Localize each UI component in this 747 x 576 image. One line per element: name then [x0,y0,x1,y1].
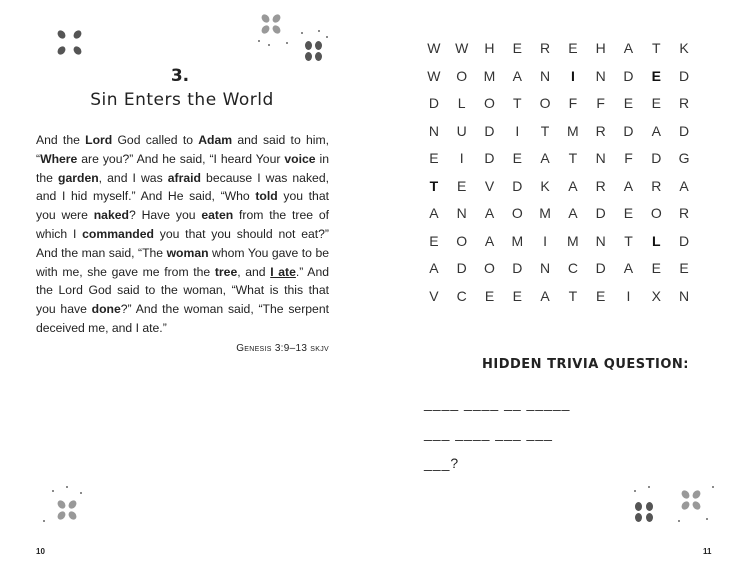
grid-letter: M [567,232,579,249]
grid-letter: D [456,260,467,276]
emphasized-word: commanded [82,226,154,241]
blank-line-1: ____ ____ __ _____ [424,395,571,411]
blank-line-2: ___ ____ ___ ___ [424,425,553,441]
grid-letter: C [567,260,578,276]
grid-letter: O [539,95,551,111]
grid-letter: F [568,95,578,111]
grid-letter: F [596,95,605,111]
passage-text: because I was naked, and I hid myself.” And He said, “Who [36,170,329,204]
grid-letter: A [484,205,495,221]
scripture-block [36,131,329,355]
grid-letter: W [427,40,441,56]
grid-letter: E [429,150,439,166]
emphasized-word: afraid [167,170,201,185]
grid-letter: O [650,205,662,221]
grid-row [420,178,698,206]
grid-letter: D [651,150,662,166]
decoration-top-left [54,28,86,60]
grid-letter: W [455,40,469,56]
grid-letter: T [513,95,522,111]
reference-text: Genesis 3:9–13 skjv [236,342,329,354]
grid-letter: H [484,40,495,56]
grid-letter: A [512,67,522,84]
grid-letter: D [679,232,690,249]
decoration-top-center [256,14,336,64]
grid-letter: N [456,205,467,221]
emphasized-word: eaten [201,208,234,223]
word-search-grid [420,40,698,315]
grid-letter: M [483,67,496,84]
grid-letter: N [540,67,551,84]
grid-letter: D [484,150,495,166]
grid-letter: F [624,150,633,166]
grid-letter: D [595,205,606,221]
grid-letter: T [568,150,578,166]
emphasized-word: woman [166,245,209,260]
passage-text: God called to [112,133,199,147]
passage-text: you that you were [36,189,329,223]
grid-row [420,68,698,96]
scripture-reference [36,342,329,355]
passage-text: in the [36,151,329,185]
emphasized-word: I ate [270,264,296,279]
scripture-passage [36,131,329,338]
emphasized-word: tree [214,264,238,279]
grid-letter: L [457,95,466,111]
grid-letter: D [512,260,523,276]
emphasized-word: done [91,302,121,317]
grid-letter: A [623,260,634,276]
grid-letter: E [568,40,578,56]
trivia-title: HIDDEN TRIVIA QUESTION: [482,357,689,372]
grid-letter: A [429,260,439,276]
grid-letter: R [679,95,690,111]
emphasized-word: Where [40,151,78,166]
grid-letter: H [595,40,606,56]
grid-letter: N [595,67,606,84]
blank-line-3: ___? [424,455,460,471]
grid-letter: A [679,177,689,194]
decoration-bottom-left [40,484,90,529]
grid-letter: M [511,232,524,249]
grid-letter: K [540,177,550,194]
grid-letter: M [567,122,579,139]
decoration-bottom-right [628,484,718,529]
grid-letter: E [651,95,661,111]
grid-letter: R [595,177,606,194]
grid-letter: V [484,177,495,194]
grid-letter: L [651,232,661,249]
passage-text: you that you should not eat?” And the man said, “The [36,226,329,260]
grid-letter: D [595,260,606,276]
grid-letter: E [512,40,522,56]
grid-letter: G [678,150,690,166]
grid-letter: E [484,287,495,304]
grid-letter: O [456,67,468,84]
grid-letter: T [429,177,439,194]
grid-letter: I [570,67,575,84]
grid-letter: W [427,67,441,84]
grid-letter: A [568,177,578,194]
passage-text: and said to him, “ [36,133,329,166]
grid-row [420,95,698,123]
grid-letter: R [595,122,606,139]
grid-letter: O [484,95,495,111]
passage-text: , and [237,264,271,279]
grid-letter: O [456,232,468,249]
grid-letter: E [651,260,661,276]
grid-letter: I [543,232,548,249]
grid-letter: A [623,177,634,194]
grid-letter: E [512,150,522,166]
emphasized-word: voice [284,151,316,166]
grid-letter: D [623,122,634,139]
chapter-number: 3. [170,66,190,86]
grid-row [420,288,698,316]
grid-letter: T [624,232,633,249]
grid-letter: N [540,260,551,276]
emphasized-word: naked [93,208,129,223]
grid-letter: E [596,287,606,304]
grid-letter: R [651,177,662,194]
grid-letter: I [459,150,464,166]
page-number-right: 11 [703,547,712,556]
passage-text: ?” And the woman said, “The serpent deceived me, and I ate.” [36,302,329,335]
grid-letter: C [456,287,467,304]
passage-text: are you?” And he said, “I heard Your [77,151,285,166]
grid-letter: D [512,177,523,194]
emphasized-word: Adam [198,133,233,147]
emphasized-word: garden [58,170,99,185]
grid-letter: D [484,122,495,139]
grid-row [420,150,698,178]
grid-letter: N [428,122,439,139]
passage-text: , and I was [98,170,168,185]
passage-text: whom You gave to be with me, she gave me from the [36,245,329,279]
grid-letter: D [679,122,690,139]
grid-letter: A [429,205,439,221]
grid-letter: K [679,40,689,56]
grid-letter: O [511,205,523,221]
grid-letter: E [623,205,634,221]
grid-letter: N [595,150,606,166]
grid-letter: D [623,67,634,84]
grid-row [420,260,698,288]
passage-text: And the [36,133,86,147]
emphasized-word: told [255,189,278,204]
grid-letter: M [539,205,551,221]
grid-letter: V [429,287,439,304]
grid-letter: A [568,205,578,221]
grid-row [420,40,698,68]
grid-letter: U [456,122,467,139]
grid-letter: A [623,40,634,56]
grid-letter: E [623,95,634,111]
grid-letter: A [484,232,495,249]
grid-letter: I [626,287,631,304]
passage-text: .” And the Lord God said to the woman, “What is this that you have [36,264,329,317]
grid-letter: T [651,40,661,56]
grid-row [420,233,698,261]
chapter-title: Sin Enters the World [90,90,274,110]
grid-letter: E [679,260,689,276]
grid-letter: A [651,122,661,139]
grid-letter: E [457,177,467,194]
grid-letter: E [512,287,522,304]
passage-text: from the tree of which I [36,208,329,241]
grid-letter: R [540,40,551,56]
grid-letter: E [429,232,439,249]
passage-text: ? Have you [128,208,202,223]
grid-row [420,205,698,233]
grid-letter: X [651,287,661,304]
grid-letter: O [484,260,495,276]
page-number-left: 10 [36,547,45,556]
grid-letter: N [679,287,690,304]
grid-letter: D [428,95,439,111]
grid-letter: A [540,150,550,166]
grid-letter: R [679,205,690,221]
grid-letter: T [568,287,578,304]
grid-letter: N [595,232,606,249]
grid-letter: I [515,122,520,139]
grid-letter: D [679,67,690,84]
grid-letter: T [540,122,550,139]
grid-letter: E [651,67,661,84]
grid-row [420,123,698,151]
emphasized-word: Lord [85,133,113,147]
grid-letter: A [540,287,550,304]
